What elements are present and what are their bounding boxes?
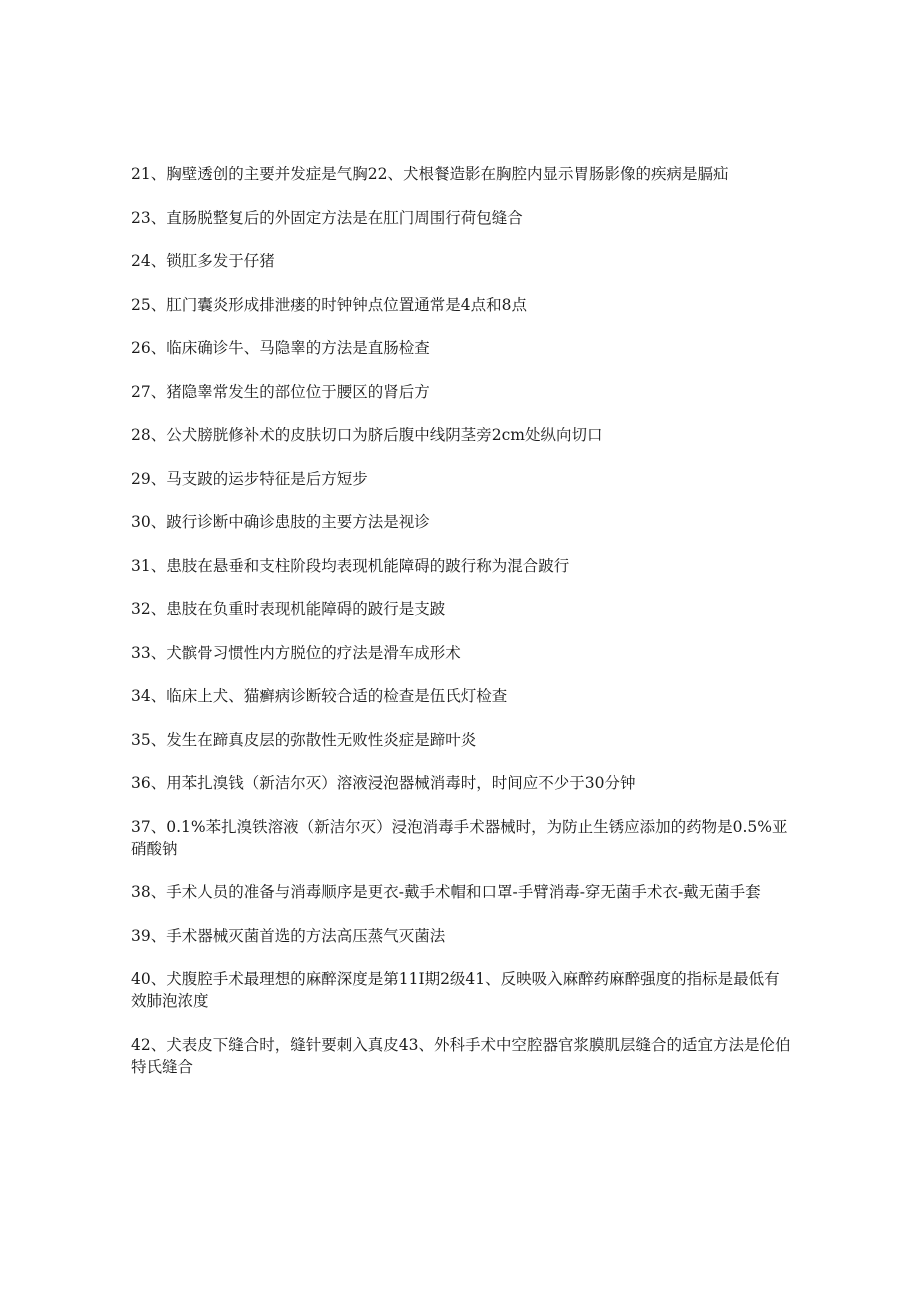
list-item: 21、胸壁透创的主要并发症是气胸22、犬根餐造影在胸腔内显示胃肠影像的疾病是膈疝 [131,165,729,183]
list-item: 37、0.1%苯扎溴铁溶液（新洁尔灭）浸泡消毒手术器械时，为防止生锈应添加的药物是0.5%亚硝酸钠 [131,817,788,858]
list-item: 38、手术人员的准备与消毒顺序是更衣-戴手术帽和口罩-手臂消毒-穿无菌手术衣-戴无菌手套 [131,883,761,901]
list-item: 23、直肠脱整复后的外固定方法是在肛门周围行荷包缝合 [131,208,523,227]
list-item: 25、肛门囊炎形成排泄瘘的时钟钟点位置通常是4点和8点 [131,295,527,314]
document-body [131,163,791,1099]
list-item: 39、手术器械灭菌首选的方法高压蒸气灭菌法 [131,926,446,945]
list-item: 32、患肢在负重时表现机能障碍的跛行是支跛 [131,600,446,618]
list-item: 27、猪隐睾常发生的部位位于腰区的肾后方 [131,382,430,401]
list-item: 35、发生在蹄真皮层的弥散性无败性炎症是蹄叶炎 [131,730,477,749]
list-item: 42、犬表皮下缝合时，缝针要刺入真皮43、外科手术中空腔器官浆膜肌层缝合的适宜方法是伦伯特氏缝合 [131,1035,791,1076]
list-item: 34、临床上犬、猫癣病诊断较合适的检查是伍氏灯检查 [131,687,508,705]
list-item: 28、公犬膀胱修补术的皮肤切口为脐后腹中线阴茎旁2cm处纵向切口 [131,426,603,444]
list-item: 29、马支跛的运步特征是后方短步 [131,469,368,488]
list-item: 31、患肢在悬垂和支柱阶段均表现机能障碍的跛行称为混合跛行 [131,556,570,575]
list-item: 40、犬腹腔手术最理想的麻醉深度是第11I期2级41、反映吸入麻醉药麻醉强度的指标是最低有效肺泡浓度 [131,970,780,1010]
list-item: 33、犬髌骨习惯性内方脱位的疗法是滑车成形术 [131,643,461,662]
list-item: 26、临床确诊牛、马隐睾的方法是直肠检查 [131,339,430,357]
list-item: 30、跛行诊断中确诊患肢的主要方法是视诊 [131,513,430,531]
list-item: 24、锁肛多发于仔猪 [131,252,275,270]
list-item: 36、用苯扎溴钱（新洁尔灭）溶液浸泡器械消毒时，时间应不少于30分钟 [131,774,636,792]
